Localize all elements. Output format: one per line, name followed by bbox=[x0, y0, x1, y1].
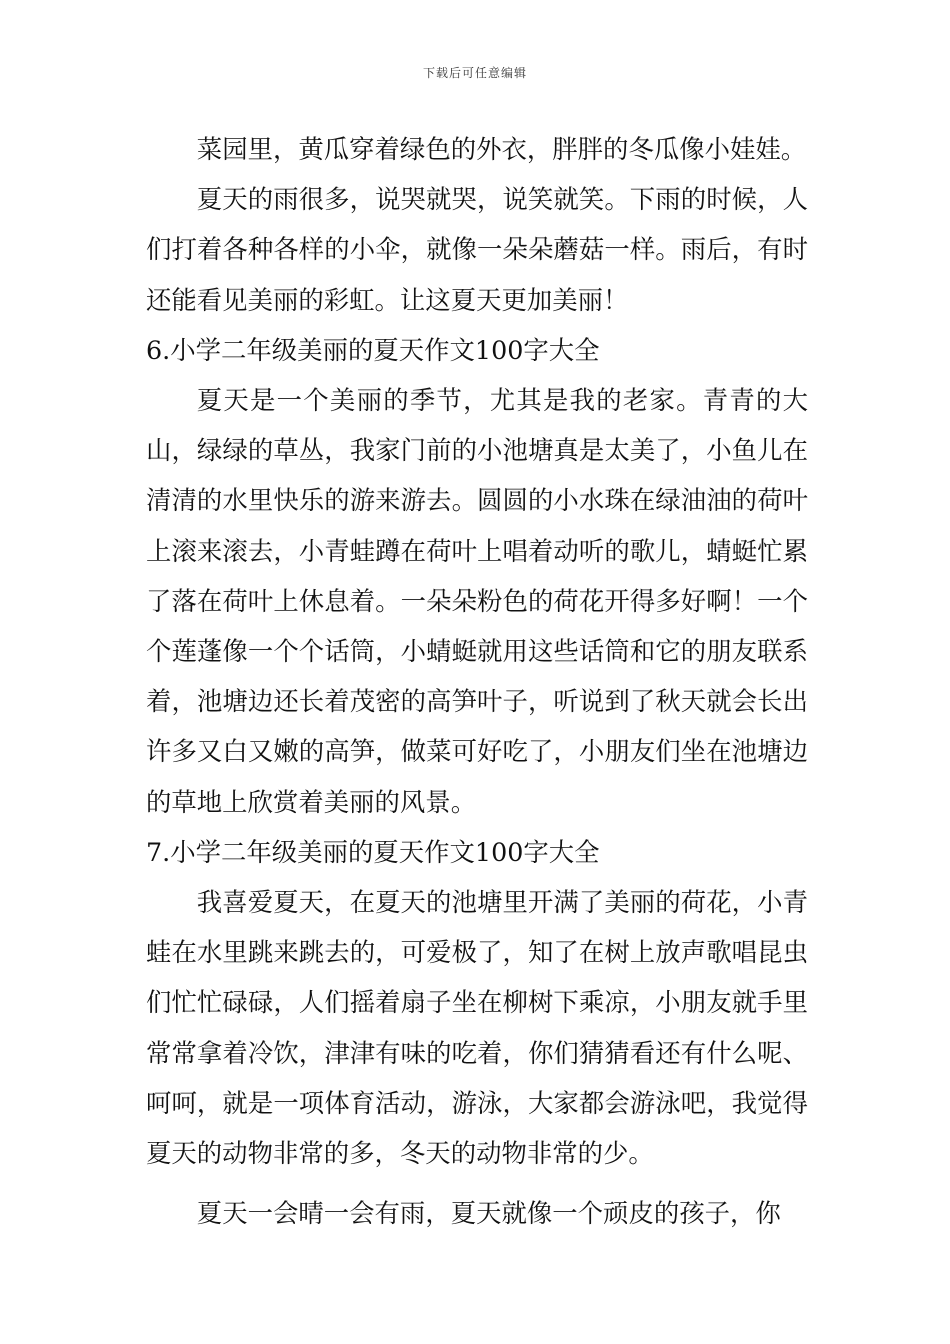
essay-heading-7: 7.小学二年级美丽的夏天作文100字大全 bbox=[146, 836, 600, 867]
paragraph-summer-rain: 夏天的雨很多，说哭就哭，说笑就笑。下雨的时候，人们打着各种各样的小伞，就像一朵朵蘑菇一样。雨后，有时还能看见美丽的彩虹。让这夏天更加美丽！ bbox=[146, 184, 808, 315]
document-body bbox=[146, 124, 808, 1238]
essay-heading-6: 6.小学二年级美丽的夏天作文100字大全 bbox=[146, 334, 600, 365]
paragraph-essay-6: 夏天是一个美丽的季节，尤其是我的老家。青青的大山，绿绿的草丛，我家门前的小池塘真是太美了，小鱼儿在清清的水里快乐的游来游去。圆圆的小水珠在绿油油的荷叶上滚来滚去，小青蛙蹲在荷叶上唱着动听的歌儿，蜻蜓忙累了落在荷叶上休息着。一朵朵粉色的荷花开得多好啊！一个个莲蓬像一个个话筒，小蜻蜓就用这些话筒和它的朋友联系着，池塘边还长着茂密的高笋叶子，听说到了秋天就会长出许多又白又嫩的高笋，做菜可好吃了，小朋友们坐在池塘边的草地上欣赏着美丽的风景。 bbox=[146, 385, 808, 817]
paragraph-vegetable-garden: 菜园里，黄瓜穿着绿色的外衣，胖胖的冬瓜像小娃娃。 bbox=[196, 134, 807, 164]
page-header-note: 下载后可任意编辑 bbox=[422, 66, 527, 80]
paragraph-essay-7-continued: 夏天一会晴一会有雨，夏天就像一个顽皮的孩子，你 bbox=[196, 1198, 781, 1229]
paragraph-essay-7: 我喜爱夏天，在夏天的池塘里开满了美丽的荷花，小青蛙在水里跳来跳去的，可爱极了，知了在树上放声歌唱昆虫们忙忙碌碌，人们摇着扇子坐在柳树下乘凉，小朋友就手里常常拿着冷饮，津津有味的吃着，你们猜猜看还有什么呢、呵呵，就是一项体育活动，游泳，大家都会游泳吧，我觉得夏天的动物非常的多，冬天的动物非常的少。 bbox=[146, 887, 808, 1169]
